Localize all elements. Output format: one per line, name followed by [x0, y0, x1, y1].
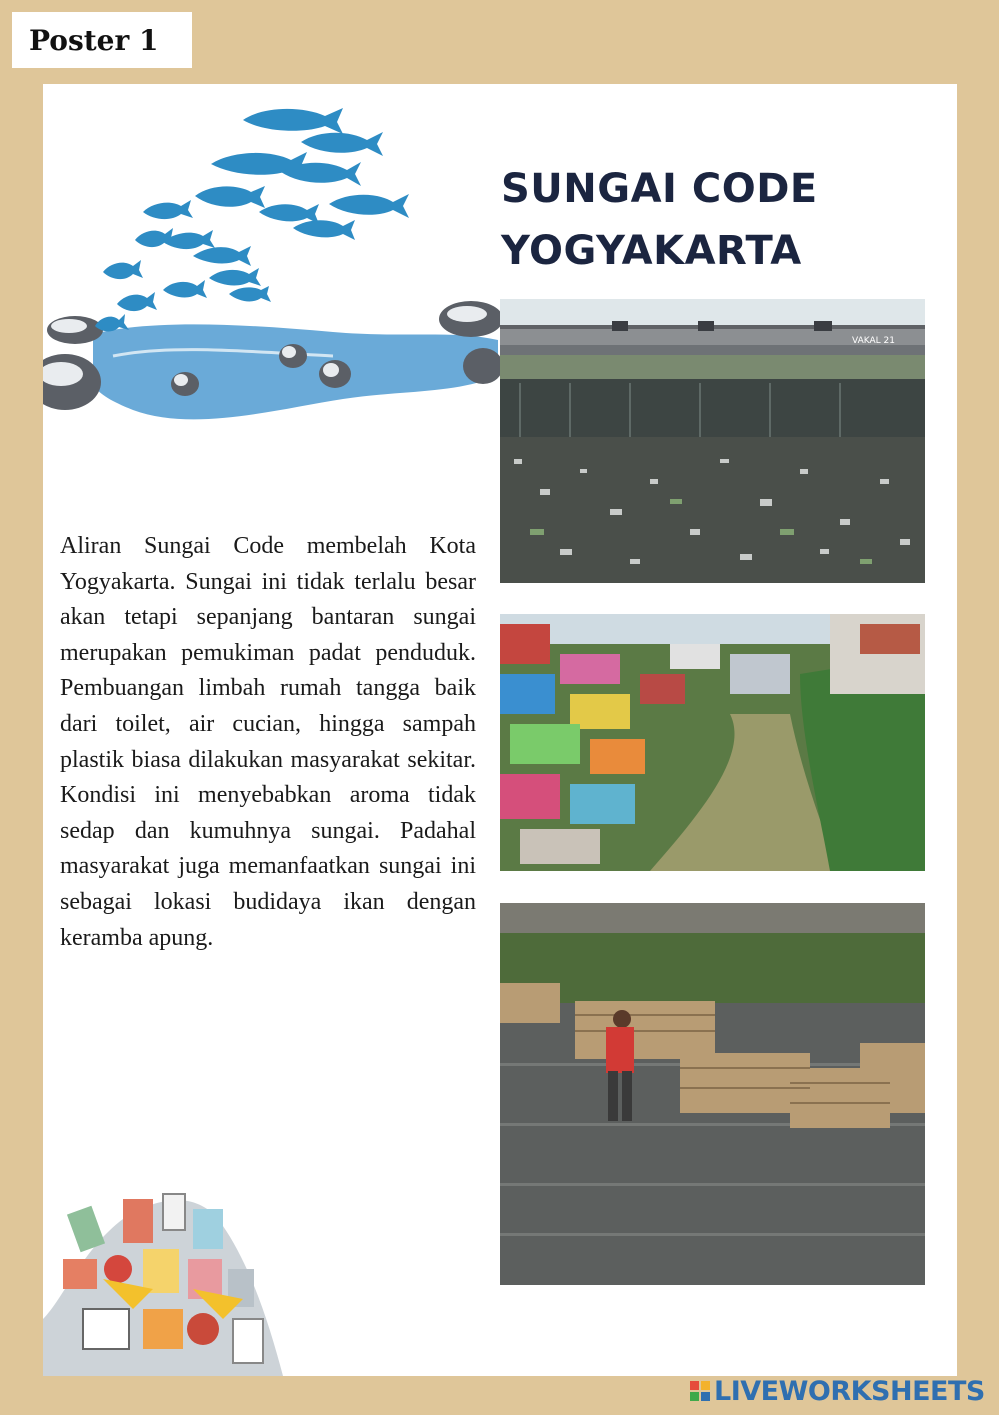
- photo-fish-cages: [500, 903, 925, 1285]
- fish-river-illustration: [43, 94, 503, 424]
- poster-label: [12, 12, 192, 68]
- liveworksheets-logo-icon: [690, 1381, 710, 1401]
- poster-label-text: Poster 1: [29, 23, 159, 57]
- body-paragraph: Aliran Sungai Code membelah Kota Yogyakarta. Sungai ini tidak terlalu besar akan tetapi sepanjang bantaran sungai merupakan pemukiman padat penduduk. Pembuangan limbah rumah tangga baik dari toilet, air cucian, hingga sampah plastik biasa dilakukan masyarakat sekitar. Kondisi ini menyebabkan aroma tidak sedap dan kumuhnya sungai. Padahal masyarakat juga memanfaatkan sungai ini sebagai lokasi budidaya ikan dengan keramba apung.: [60, 533, 476, 951]
- poster-sheet: [43, 84, 957, 1376]
- title-line-2: YOGYAKARTA: [501, 228, 802, 274]
- title-line-1: SUNGAI CODE: [501, 166, 818, 212]
- fish-school: [95, 108, 409, 331]
- photo-bridge-polluted-river: [500, 299, 925, 583]
- liveworksheets-watermark: [690, 1374, 985, 1408]
- poster-title: [501, 158, 921, 282]
- trash-pile-illustration: [43, 1179, 283, 1376]
- bridge-sign: VAKAL 21: [852, 336, 895, 346]
- watermark-text: LIVEWORKSHEETS: [714, 1375, 985, 1407]
- photo-riverside-settlement: [500, 614, 925, 871]
